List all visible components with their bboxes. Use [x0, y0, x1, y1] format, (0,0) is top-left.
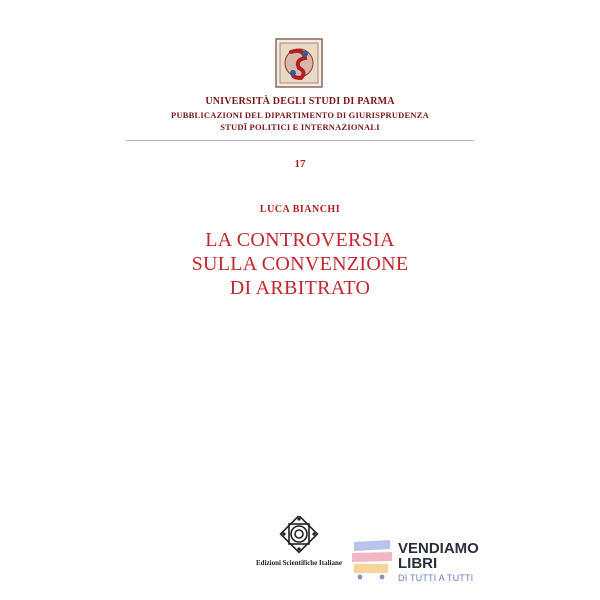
publisher-name: Edizioni Scientifiche Italiane — [256, 559, 342, 567]
title-line: DI ARBITRATO — [229, 277, 371, 299]
department-series: PUBBLICAZIONI DEL DIPARTIMENTO DI GIURISPRUDENZA — [171, 110, 429, 120]
watermark-line2: LIBRI — [398, 555, 438, 572]
title-line: LA CONTROVERSIA — [205, 229, 395, 251]
vendiamo-libri-watermark — [398, 541, 508, 583]
watermark-tagline: DI TUTTI A TUTTI — [398, 573, 474, 583]
book-title — [118, 228, 482, 300]
series-subtitle: STUDÎ POLITICI E INTERNAZIONALI — [220, 122, 380, 132]
header-divider — [126, 140, 474, 141]
books-stack-icon — [350, 538, 394, 580]
university-seal-icon — [275, 38, 323, 88]
university-name: UNIVERSITÀ DEGLI STUDI DI PARMA — [205, 96, 395, 107]
title-line: SULLA CONVENZIONE — [191, 253, 409, 275]
publisher-logo-icon — [277, 516, 321, 556]
author-name: LUCA BIANCHI — [259, 204, 341, 215]
book-cover — [118, 0, 482, 600]
watermark-line1: VENDIAMO — [398, 540, 479, 557]
volume-number: 17 — [294, 158, 306, 170]
